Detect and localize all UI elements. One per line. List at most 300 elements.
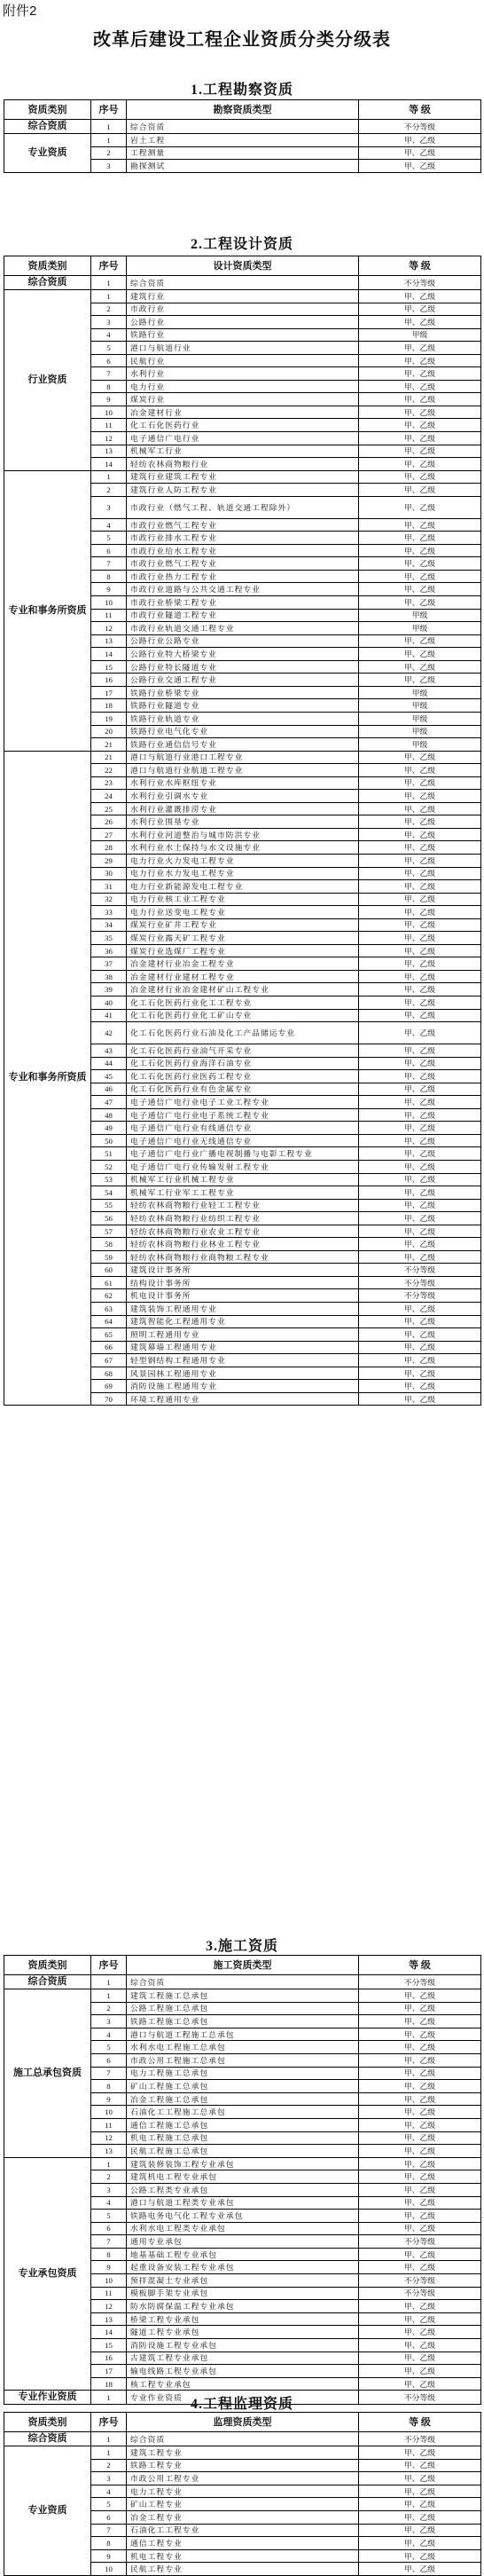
grade-cell: 甲、乙级 xyxy=(359,2300,481,2313)
grade-cell: 甲、乙级 xyxy=(359,146,481,160)
qualification-type-cell: 化工石化医药行业海洋石油专业 xyxy=(127,1057,359,1070)
qualification-type-cell: 轻纺农林商物粮行业轻工工程专业 xyxy=(127,1199,359,1212)
grade-cell: 甲、乙级 xyxy=(359,290,481,303)
serial-number-cell: 10 xyxy=(91,2106,127,2119)
column-header: 序号 xyxy=(91,2413,127,2432)
serial-number-cell: 38 xyxy=(91,970,127,983)
grade-cell: 甲、乙级 xyxy=(359,1367,481,1380)
grade-cell: 甲、乙级 xyxy=(359,2459,481,2472)
serial-number-cell: 3 xyxy=(91,2472,127,2485)
serial-number-cell: 1 xyxy=(91,2157,127,2170)
section-title: 2.工程设计资质 xyxy=(190,237,293,252)
grade-cell: 甲级 xyxy=(359,609,481,622)
serial-number-cell: 49 xyxy=(91,1122,127,1135)
serial-number-cell: 13 xyxy=(91,2145,127,2158)
serial-number-cell: 68 xyxy=(91,1367,127,1380)
grade-cell: 甲、乙级 xyxy=(359,2053,481,2067)
grade-cell: 甲、乙级 xyxy=(359,1173,481,1186)
qualification-type-cell: 电力行业火力发电工程专业 xyxy=(127,854,359,867)
qualification-type-cell: 电力行业水力发电工程专业 xyxy=(127,867,359,880)
qualification-type-cell: 市政行业隧道工程专业 xyxy=(127,609,359,622)
serial-number-cell: 4 xyxy=(91,2028,127,2041)
serial-number-cell: 3 xyxy=(91,2183,127,2196)
serial-number-cell: 7 xyxy=(91,2067,127,2080)
grade-cell: 甲、乙级 xyxy=(359,648,481,661)
grade-cell: 甲、乙级 xyxy=(359,867,481,880)
qualification-type-cell: 市政行业燃气工程专业 xyxy=(127,518,359,532)
grade-cell: 甲级 xyxy=(359,328,481,342)
qualification-type-cell: 消防设施工程专业承包 xyxy=(127,2339,359,2352)
column-header: 等 级 xyxy=(359,2413,481,2432)
serial-number-cell: 1 xyxy=(91,470,127,484)
qualification-type-cell: 市政行业热力工程专业 xyxy=(127,570,359,583)
qualification-type-cell: 冶金建材行业冶金工程专业 xyxy=(127,957,359,971)
serial-number-cell: 19 xyxy=(91,712,127,725)
serial-number-cell: 2 xyxy=(91,303,127,316)
qualification-type-cell: 化工石化医药行业油气开采专业 xyxy=(127,1044,359,1058)
table-row xyxy=(4,134,481,147)
grade-cell: 甲、乙级 xyxy=(359,406,481,419)
grade-cell: 甲、乙级 xyxy=(359,2157,481,2170)
serial-number-cell: 12 xyxy=(91,432,127,445)
serial-number-cell: 1 xyxy=(91,1989,127,2003)
serial-number-cell: 22 xyxy=(91,764,127,777)
serial-number-cell: 60 xyxy=(91,1264,127,1277)
table-header-row xyxy=(4,256,481,276)
grade-cell: 甲、乙级 xyxy=(359,2524,481,2537)
grade-cell: 不分等级 xyxy=(359,1276,481,1289)
serial-number-cell: 56 xyxy=(91,1212,127,1225)
qualification-type-cell: 化工石化医药行业 xyxy=(127,419,359,432)
table-header-row xyxy=(4,2413,481,2432)
grade-cell: 甲、乙级 xyxy=(359,557,481,571)
qualification-type-cell: 建筑工程专业 xyxy=(127,2446,359,2460)
grade-cell: 甲、乙级 xyxy=(359,2092,481,2106)
serial-number-cell: 4 xyxy=(91,2485,127,2498)
qualification-type-cell: 综合资质 xyxy=(127,2432,359,2446)
qualification-type-cell: 照明工程通用专业 xyxy=(127,1328,359,1342)
column-header: 勘察资质类型 xyxy=(127,100,359,120)
serial-number-cell: 24 xyxy=(91,790,127,803)
qualification-type-cell: 铁路工程施工总承包 xyxy=(127,2015,359,2029)
grade-cell: 甲、乙级 xyxy=(359,380,481,393)
serial-number-cell: 37 xyxy=(91,957,127,971)
serial-number-cell: 1 xyxy=(91,290,127,303)
serial-number-cell: 3 xyxy=(91,316,127,329)
qualification-type-cell: 电子通信广电行业广播电视制播与电影工程专业 xyxy=(127,1147,359,1161)
grade-cell: 甲、乙级 xyxy=(359,1044,481,1058)
qualification-type-cell: 通用专业承包 xyxy=(127,2235,359,2249)
grade-cell: 甲、乙级 xyxy=(359,2170,481,2184)
qualification-type-cell: 公路行业 xyxy=(127,316,359,329)
serial-number-cell: 23 xyxy=(91,776,127,790)
qualification-type-cell: 防水防腐保温工程专业承包 xyxy=(127,2300,359,2313)
qualification-type-cell: 市政行业轨道交通工程专业 xyxy=(127,622,359,635)
qualification-type-cell: 冶金工程施工总承包 xyxy=(127,2092,359,2106)
table-row xyxy=(4,290,481,303)
grade-cell: 甲、乙级 xyxy=(359,342,481,355)
column-header: 等 级 xyxy=(359,100,481,120)
grade-cell: 不分等级 xyxy=(359,2274,481,2288)
category-cell: 施工总承包资质 xyxy=(4,1989,91,2158)
serial-number-cell: 41 xyxy=(91,1009,127,1022)
grade-cell: 不分等级 xyxy=(359,1975,481,1989)
serial-number-cell: 11 xyxy=(91,2118,127,2131)
serial-number-cell: 7 xyxy=(91,557,127,571)
column-header: 序号 xyxy=(91,100,127,120)
serial-number-cell: 31 xyxy=(91,880,127,894)
grade-cell: 甲、乙级 xyxy=(359,1108,481,1122)
qualification-type-cell: 水利行业水库枢纽专业 xyxy=(127,776,359,790)
grade-cell: 甲、乙级 xyxy=(359,354,481,367)
category-cell: 专业和事务所资质 xyxy=(4,751,91,1406)
serial-number-cell: 8 xyxy=(91,2080,127,2093)
serial-number-cell: 40 xyxy=(91,996,127,1009)
serial-number-cell: 15 xyxy=(91,660,127,674)
serial-number-cell: 14 xyxy=(91,458,127,471)
qualification-type-cell: 港口与航道工程类专业承包 xyxy=(127,2196,359,2210)
qualification-type-cell: 铁路行业隧道专业 xyxy=(127,699,359,713)
serial-number-cell: 69 xyxy=(91,1380,127,1393)
section-title: 4.工程监理资质 xyxy=(190,2397,293,2412)
qualification-type-cell: 公路工程类专业承包 xyxy=(127,2183,359,2196)
category-cell: 行业资质 xyxy=(4,290,91,471)
serial-number-cell: 14 xyxy=(91,2326,127,2339)
qualification-type-cell: 民航工程专业 xyxy=(127,2563,359,2576)
qualification-type-cell: 电力工程施工总承包 xyxy=(127,2067,359,2080)
serial-number-cell: 7 xyxy=(91,2235,127,2249)
grade-cell: 甲、乙级 xyxy=(359,1083,481,1096)
serial-number-cell: 1 xyxy=(91,120,127,134)
serial-number-cell: 9 xyxy=(91,2261,127,2274)
serial-number-cell: 17 xyxy=(91,2365,127,2378)
serial-number-cell: 8 xyxy=(91,2248,127,2261)
serial-number-cell: 8 xyxy=(91,380,127,393)
qualification-type-cell: 市政行业燃气工程专业 xyxy=(127,557,359,571)
qualification-table xyxy=(4,1955,481,2405)
grade-cell: 甲、乙级 xyxy=(359,996,481,1009)
serial-number-cell: 61 xyxy=(91,1276,127,1289)
column-header: 等 级 xyxy=(359,1956,481,1975)
qualification-type-cell: 铁路行业 xyxy=(127,328,359,342)
grade-cell: 甲、乙级 xyxy=(359,2472,481,2485)
serial-number-cell: 4 xyxy=(91,2196,127,2210)
table-header-row xyxy=(4,1956,481,1975)
grade-cell: 甲、乙级 xyxy=(359,957,481,971)
qualification-type-cell: 石油化工工程专业 xyxy=(127,2524,359,2537)
serial-number-cell: 13 xyxy=(91,634,127,648)
grade-cell: 甲、乙级 xyxy=(359,2563,481,2576)
serial-number-cell: 10 xyxy=(91,596,127,610)
serial-number-cell: 66 xyxy=(91,1341,127,1354)
qualification-type-cell: 化工石化医药行业化工工程专业 xyxy=(127,996,359,1009)
serial-number-cell: 2 xyxy=(91,484,127,497)
grade-cell: 甲、乙级 xyxy=(359,2015,481,2029)
qualification-type-cell: 地基基础工程专业承包 xyxy=(127,2248,359,2261)
qualification-type-cell: 机电工程专业 xyxy=(127,2549,359,2563)
serial-number-cell: 2 xyxy=(91,2002,127,2015)
grade-cell: 甲、乙级 xyxy=(359,1250,481,1264)
qualification-type-cell: 机械军工行业军工工程专业 xyxy=(127,1186,359,1200)
qualification-type-cell: 输电线路工程专业承包 xyxy=(127,2365,359,2378)
serial-number-cell: 52 xyxy=(91,1161,127,1174)
qualification-type-cell: 港口与航道行业港口工程专业 xyxy=(127,751,359,764)
qualification-type-cell: 水利水电工程类专业承包 xyxy=(127,2222,359,2235)
qualification-type-cell: 建筑行业人防工程专业 xyxy=(127,484,359,497)
qualification-type-cell: 矿山工程施工总承包 xyxy=(127,2080,359,2093)
grade-cell: 甲、乙级 xyxy=(359,1009,481,1022)
qualification-type-cell: 隧道工程专业承包 xyxy=(127,2326,359,2339)
grade-cell: 甲、乙级 xyxy=(359,2118,481,2131)
column-header: 施工资质类型 xyxy=(127,1956,359,1975)
grade-cell: 甲、乙级 xyxy=(359,367,481,381)
category-cell: 专业资质 xyxy=(4,2446,91,2576)
qualification-type-cell: 市政行业给水工程专业 xyxy=(127,544,359,557)
qualification-type-cell: 水利行业灌溉排涝专业 xyxy=(127,802,359,815)
qualification-type-cell: 轻纺农林商物粮行业林业工程专业 xyxy=(127,1238,359,1251)
serial-number-cell: 8 xyxy=(91,2537,127,2550)
grade-cell: 甲、乙级 xyxy=(359,393,481,406)
serial-number-cell: 7 xyxy=(91,2524,127,2537)
serial-number-cell: 50 xyxy=(91,1134,127,1147)
serial-number-cell: 12 xyxy=(91,2300,127,2313)
qualification-type-cell: 专业作业资质 xyxy=(127,2391,359,2405)
column-header: 设计资质类型 xyxy=(127,256,359,276)
grade-cell: 甲、乙级 xyxy=(359,944,481,957)
qualification-type-cell: 电子通信广电行业有线通信专业 xyxy=(127,1122,359,1135)
qualification-type-cell: 建筑行业 xyxy=(127,290,359,303)
grade-cell: 甲、乙级 xyxy=(359,2326,481,2339)
qualification-type-cell: 化工石化医药行业化工矿山专业 xyxy=(127,1009,359,1022)
grade-cell: 甲、乙级 xyxy=(359,1161,481,1174)
qualification-table xyxy=(4,256,481,1406)
category-cell: 综合资质 xyxy=(4,2432,91,2446)
serial-number-cell: 8 xyxy=(91,570,127,583)
grade-cell: 甲、乙级 xyxy=(359,764,481,777)
qualification-type-cell: 煤炭行业露天矿工程专业 xyxy=(127,932,359,945)
serial-number-cell: 6 xyxy=(91,2222,127,2235)
qualification-type-cell: 电力行业核工业工程专业 xyxy=(127,893,359,906)
qualification-type-cell: 工程测量 xyxy=(127,146,359,160)
column-header: 序号 xyxy=(91,1956,127,1975)
serial-number-cell: 29 xyxy=(91,854,127,867)
grade-cell: 甲、乙级 xyxy=(359,1380,481,1393)
grade-cell: 甲、乙级 xyxy=(359,880,481,894)
qualification-type-cell: 通信工程专业 xyxy=(127,2537,359,2550)
category-cell: 专业和事务所资质 xyxy=(4,470,91,751)
qualification-type-cell: 电子通信广电行业电子工业工程专业 xyxy=(127,1096,359,1109)
serial-number-cell: 12 xyxy=(91,622,127,635)
qualification-type-cell: 铁路行业轨道专业 xyxy=(127,712,359,725)
grade-cell: 甲、乙级 xyxy=(359,160,481,173)
serial-number-cell: 5 xyxy=(91,2498,127,2511)
serial-number-cell: 63 xyxy=(91,1303,127,1316)
grade-cell: 甲、乙级 xyxy=(359,2248,481,2261)
qualification-type-cell: 环境工程通用专业 xyxy=(127,1392,359,1406)
qualification-type-cell: 轻纺农林商物粮行业纺织工程专业 xyxy=(127,1212,359,1225)
grade-cell: 甲、乙级 xyxy=(359,841,481,855)
serial-number-cell: 16 xyxy=(91,2351,127,2365)
grade-cell: 甲、乙级 xyxy=(359,303,481,316)
grade-cell: 甲、乙级 xyxy=(359,2080,481,2093)
column-header: 资质类别 xyxy=(4,100,91,120)
serial-number-cell: 33 xyxy=(91,906,127,919)
grade-cell: 甲、乙级 xyxy=(359,2106,481,2119)
serial-number-cell: 11 xyxy=(91,2287,127,2300)
grade-cell: 甲、乙级 xyxy=(359,496,481,518)
serial-number-cell: 55 xyxy=(91,1199,127,1212)
qualification-type-cell: 公路行业特大桥梁专业 xyxy=(127,648,359,661)
grade-cell: 甲、乙级 xyxy=(359,1199,481,1212)
grade-cell: 甲、乙级 xyxy=(359,815,481,829)
column-header: 资质类别 xyxy=(4,1956,91,1975)
category-cell: 综合资质 xyxy=(4,120,91,134)
serial-number-cell: 47 xyxy=(91,1096,127,1109)
grade-cell: 甲、乙级 xyxy=(359,484,481,497)
serial-number-cell: 9 xyxy=(91,393,127,406)
qualification-type-cell: 通信工程施工总承包 xyxy=(127,2118,359,2131)
qualification-table xyxy=(4,99,481,173)
qualification-type-cell: 水利行业围垦专业 xyxy=(127,815,359,829)
serial-number-cell: 9 xyxy=(91,583,127,596)
serial-number-cell: 6 xyxy=(91,2053,127,2067)
grade-cell: 甲、乙级 xyxy=(359,2145,481,2158)
serial-number-cell: 5 xyxy=(91,2041,127,2054)
qualification-type-cell: 市政行业道路与公共交通工程专业 xyxy=(127,583,359,596)
qualification-type-cell: 勘探测试 xyxy=(127,160,359,173)
grade-cell: 甲、乙级 xyxy=(359,470,481,484)
category-cell: 专业承包资质 xyxy=(4,2157,91,2391)
grade-cell: 甲、乙级 xyxy=(359,1022,481,1044)
qualification-type-cell: 民航行业 xyxy=(127,354,359,367)
table-row xyxy=(4,1975,481,1989)
grade-cell: 甲、乙级 xyxy=(359,634,481,648)
grade-cell: 不分等级 xyxy=(359,2432,481,2446)
grade-cell: 甲、乙级 xyxy=(359,918,481,932)
serial-number-cell: 67 xyxy=(91,1354,127,1367)
serial-number-cell: 15 xyxy=(91,2339,127,2352)
serial-number-cell: 5 xyxy=(91,532,127,545)
qualification-type-cell: 市政行业排水工程专业 xyxy=(127,532,359,545)
serial-number-cell: 10 xyxy=(91,406,127,419)
grade-cell: 甲、乙级 xyxy=(359,2210,481,2223)
qualification-type-cell: 消防设施工程通用专业 xyxy=(127,1380,359,1393)
qualification-type-cell: 预拌混凝土专业承包 xyxy=(127,2274,359,2288)
serial-number-cell: 13 xyxy=(91,2312,127,2326)
grade-cell: 甲、乙级 xyxy=(359,983,481,997)
grade-cell: 不分等级 xyxy=(359,2235,481,2249)
qualification-type-cell: 铁路电务电气化工程专业承包 xyxy=(127,2210,359,2223)
serial-number-cell: 1 xyxy=(91,2432,127,2446)
qualification-type-cell: 电力行业新能源发电工程专业 xyxy=(127,880,359,894)
serial-number-cell: 9 xyxy=(91,2549,127,2563)
grade-cell: 甲、乙级 xyxy=(359,2312,481,2326)
grade-cell: 甲级 xyxy=(359,738,481,752)
grade-cell: 甲级 xyxy=(359,712,481,725)
grade-cell: 甲、乙级 xyxy=(359,1238,481,1251)
grade-cell: 甲、乙级 xyxy=(359,458,481,471)
serial-number-cell: 21 xyxy=(91,738,127,752)
column-header: 等 级 xyxy=(359,256,481,276)
qualification-type-cell: 轻纺农林商物粮行业商物粮工程专业 xyxy=(127,1250,359,1264)
grade-cell: 甲、乙级 xyxy=(359,1134,481,1147)
qualification-type-cell: 建筑装饰工程通用专业 xyxy=(127,1303,359,1316)
serial-number-cell: 3 xyxy=(91,160,127,173)
serial-number-cell: 25 xyxy=(91,802,127,815)
table-row xyxy=(4,2446,481,2460)
serial-number-cell: 1 xyxy=(91,134,127,147)
category-cell: 专业作业资质 xyxy=(4,2391,91,2405)
grade-cell: 甲、乙级 xyxy=(359,1315,481,1328)
serial-number-cell: 6 xyxy=(91,354,127,367)
qualification-type-cell: 起重设备安装工程专业承包 xyxy=(127,2261,359,2274)
qualification-type-cell: 建筑幕墙工程通用专业 xyxy=(127,1341,359,1354)
qualification-type-cell: 岩土工程 xyxy=(127,134,359,147)
qualification-type-cell: 机电工程施工总承包 xyxy=(127,2131,359,2145)
qualification-type-cell: 轻纺农林商物粮行业 xyxy=(127,458,359,471)
grade-cell: 甲、乙级 xyxy=(359,674,481,687)
serial-number-cell: 34 xyxy=(91,918,127,932)
grade-cell: 甲、乙级 xyxy=(359,2028,481,2041)
qualification-type-cell: 水利水电工程施工总承包 xyxy=(127,2041,359,2054)
qualification-type-cell: 水利行业水土保持与水文设施专业 xyxy=(127,841,359,855)
grade-cell: 不分等级 xyxy=(359,276,481,290)
qualification-type-cell: 冶金建材行业冶金建材矿山工程专业 xyxy=(127,983,359,997)
qualification-type-cell: 核工程专业承包 xyxy=(127,2377,359,2391)
qualification-type-cell: 机电设计事务所 xyxy=(127,1289,359,1303)
serial-number-cell: 44 xyxy=(91,1057,127,1070)
serial-number-cell: 18 xyxy=(91,2377,127,2391)
grade-cell: 甲、乙级 xyxy=(359,932,481,945)
qualification-type-cell: 电力工程专业 xyxy=(127,2485,359,2498)
section-title: 3.施工资质 xyxy=(205,1939,278,1954)
grade-cell: 甲、乙级 xyxy=(359,893,481,906)
grade-cell: 甲、乙级 xyxy=(359,2549,481,2563)
grade-cell: 甲、乙级 xyxy=(359,2261,481,2274)
grade-cell: 不分等级 xyxy=(359,120,481,134)
column-header: 序号 xyxy=(91,256,127,276)
qualification-type-cell: 煤炭行业选煤厂工程专业 xyxy=(127,944,359,957)
column-header: 资质类别 xyxy=(4,256,91,276)
attachment-label: 附件2 xyxy=(3,4,37,19)
grade-cell: 甲、乙级 xyxy=(359,432,481,445)
category-cell: 专业资质 xyxy=(4,134,91,173)
grade-cell: 甲、乙级 xyxy=(359,583,481,596)
serial-number-cell: 26 xyxy=(91,815,127,829)
qualification-type-cell: 煤炭行业矿井工程专业 xyxy=(127,918,359,932)
grade-cell: 甲、乙级 xyxy=(359,445,481,458)
serial-number-cell: 14 xyxy=(91,648,127,661)
grade-cell: 不分等级 xyxy=(359,1289,481,1303)
qualification-type-cell: 机械军工行业 xyxy=(127,445,359,458)
table-row xyxy=(4,1989,481,2003)
qualification-type-cell: 化工石化医药行业有色金属专业 xyxy=(127,1083,359,1096)
serial-number-cell: 35 xyxy=(91,932,127,945)
serial-number-cell: 48 xyxy=(91,1108,127,1122)
qualification-type-cell: 电力行业 xyxy=(127,380,359,393)
qualification-type-cell: 电子通信广电行业传输发射工程专业 xyxy=(127,1161,359,1174)
qualification-type-cell: 古建筑工程专业承包 xyxy=(127,2351,359,2365)
grade-cell: 甲、乙级 xyxy=(359,906,481,919)
qualification-type-cell: 水利行业河道整治与城市防洪专业 xyxy=(127,828,359,841)
serial-number-cell: 32 xyxy=(91,893,127,906)
column-header: 监理资质类型 xyxy=(127,2413,359,2432)
serial-number-cell: 16 xyxy=(91,674,127,687)
qualification-type-cell: 建筑工程施工总承包 xyxy=(127,1989,359,2003)
serial-number-cell: 30 xyxy=(91,867,127,880)
grade-cell: 不分等级 xyxy=(359,1264,481,1277)
qualification-type-cell: 市政行业 xyxy=(127,303,359,316)
